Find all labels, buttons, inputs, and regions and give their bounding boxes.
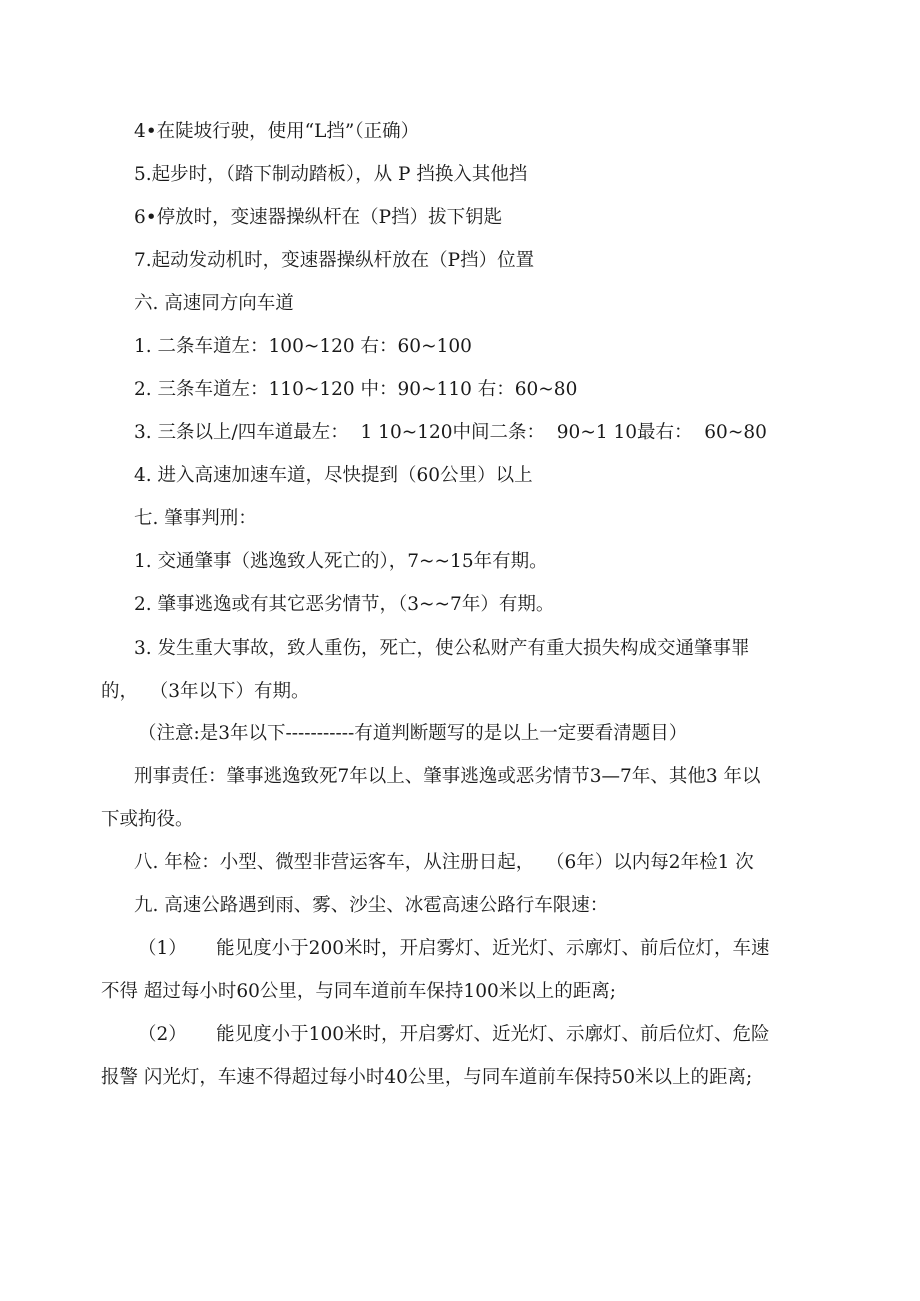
text-line-visibility-100-cont: 报警 闪光灯，车速不得超过每小时40公里，与同车道前车保持50米以上的距离; (101, 1067, 753, 1088)
text-line-visibility-100: （2） 能见度小于100米时，开启雾灯、近光灯、示廓灯、前后位灯、危险 (138, 1024, 770, 1045)
text-line-two-lanes: 1. 二条车道左：100~120 右：60~100 (134, 336, 472, 357)
text-line-criminal-liability: 刑事责任：肇事逃逸致死7年以上、肇事逃逸或恶劣情节3—7年、其他3 年以 (134, 766, 761, 787)
section-heading-seven: 七. 肇事判刑： (134, 508, 257, 529)
text-line-accel-lane: 4. 进入高速加速车道，尽快提到（60公里）以上 (134, 465, 533, 486)
text-line-criminal-liability-cont: 下或拘役。 (101, 809, 194, 830)
text-line-engine-start: 7.起动发动机时，变速器操纵杆放在（P挡）位置 (134, 250, 535, 271)
text-line-major-accident: 3. 发生重大事故，致人重伤，死亡，使公私财产有重大损失构成交通肇事罪 (134, 638, 750, 659)
section-heading-six: 六. 高速同方向车道 (134, 293, 294, 314)
text-line-four-lanes: 3. 三条以上/四车道最左： 1 10~120中间二条： 90~1 10最右： 60~80 (134, 422, 767, 443)
text-line-note: （注意:是3年以下-----------有道判断题写的是以上一定要看清题目） (138, 723, 688, 744)
text-line-hit-and-run: 2. 肇事逃逸或有其它恶劣情节，（3~~7年）有期。 (134, 594, 555, 615)
text-line-major-accident-cont: 的， （3年以下）有期。 (101, 681, 310, 702)
text-line-hit-and-run-death: 1. 交通肇事（逃逸致人死亡的），7~~15年有期。 (134, 551, 548, 572)
text-line-l-gear: 4•在陡坡行驶，使用“L挡”（正确） (134, 121, 420, 142)
text-line-park-key: 6•停放时，变速器操纵杆在（P挡）拔下钥匙 (134, 207, 503, 228)
section-heading-nine: 九. 高速公路遇到雨、雾、沙尘、冰雹高速公路行车限速： (134, 895, 609, 916)
text-line-start-brake: 5.起步时，（踏下制动踏板），从 P 挡换入其他挡 (134, 164, 528, 185)
text-line-visibility-200-cont: 不得 超过每小时60公里，与同车道前车保持100米以上的距离; (101, 981, 616, 1002)
text-line-visibility-200: （1） 能见度小于200米时，开启雾灯、近光灯、示廓灯、前后位灯，车速 (138, 938, 770, 959)
text-line-three-lanes: 2. 三条车道左：110~120 中：90~110 右：60~80 (134, 379, 578, 400)
section-heading-eight: 八. 年检：小型、微型非营运客车，从注册日起， （6年）以内每2年检1 次 (134, 852, 754, 873)
